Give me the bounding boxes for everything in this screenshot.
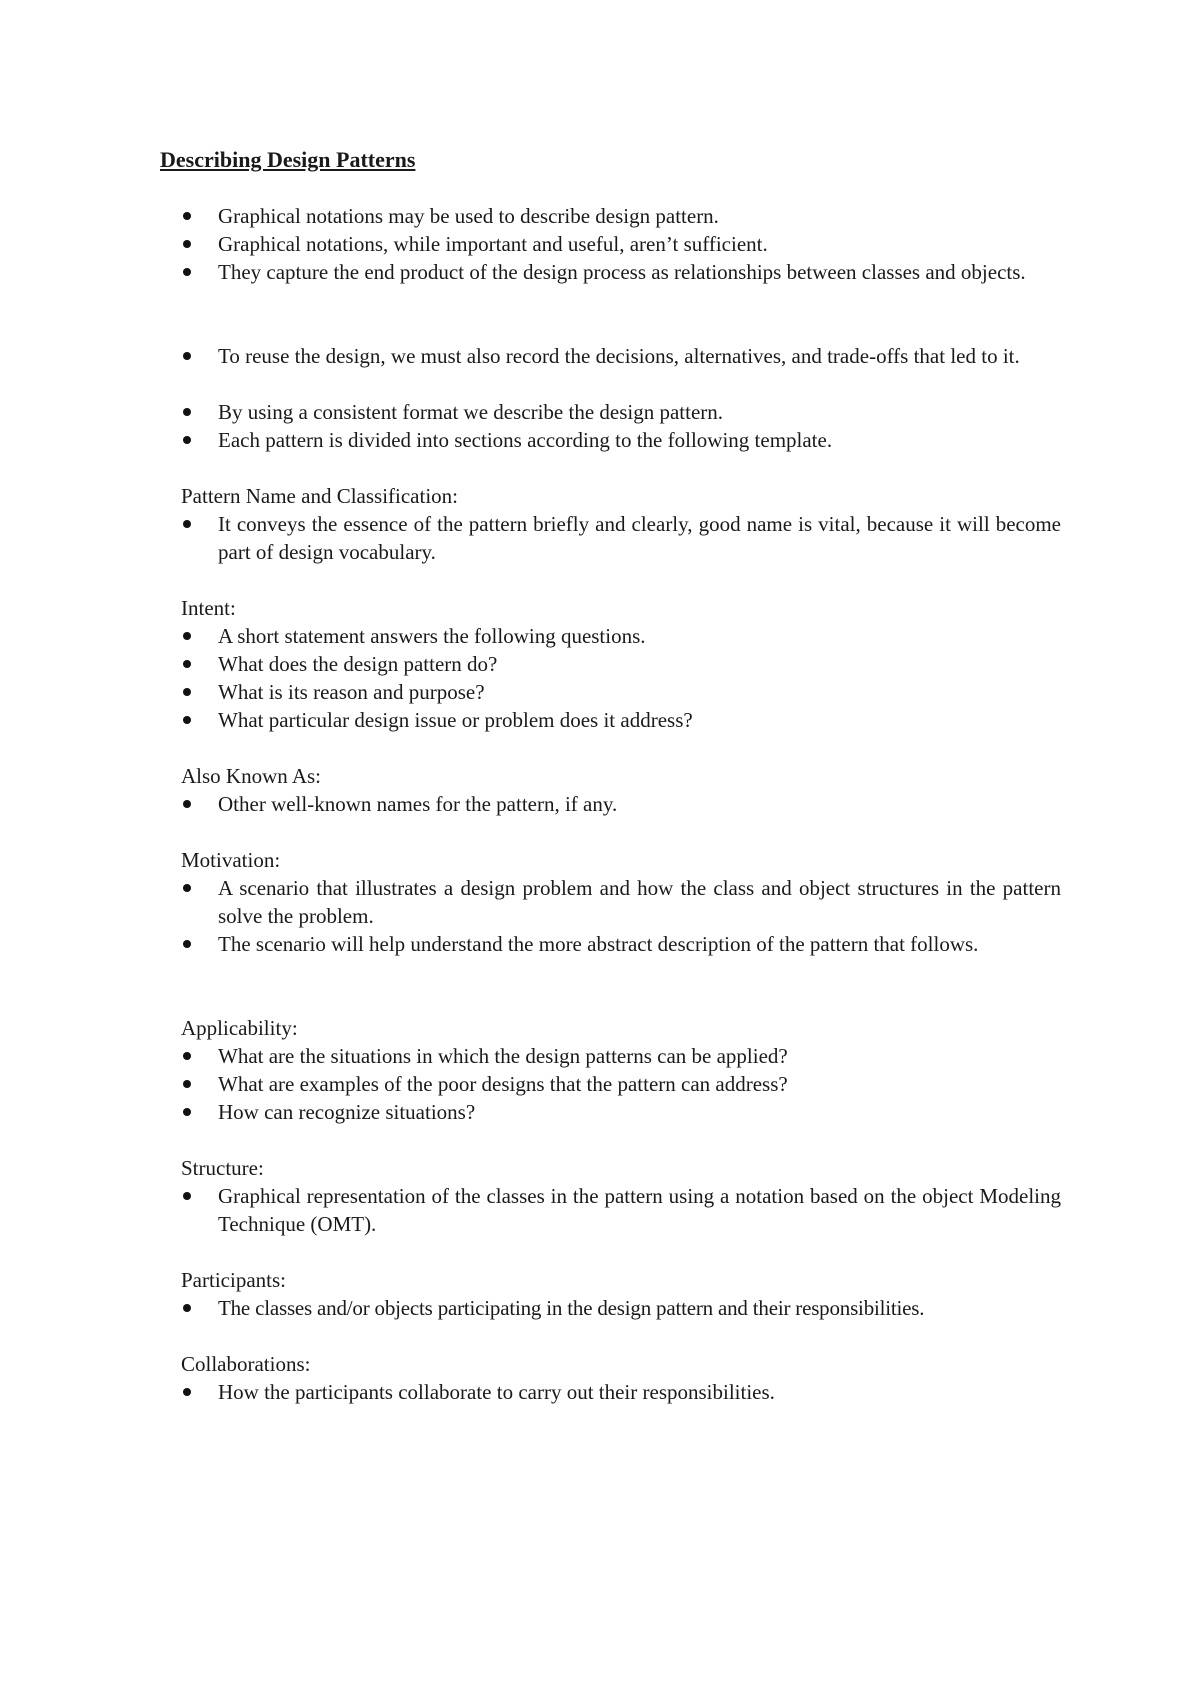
- list-item: [181, 1098, 1061, 1126]
- list-item-text: How the participants collaborate to carry out their responsibilities.: [218, 1380, 775, 1404]
- list-item: [181, 1070, 1061, 1098]
- bullet-icon: [183, 660, 191, 668]
- section-heading: Applicability:: [181, 1016, 298, 1040]
- list-item-text: A short statement answers the following questions.: [218, 624, 646, 648]
- list-item-text: The scenario will help understand the more abstract description of the pattern that follows.: [218, 932, 979, 956]
- list-item-text: The classes and/or objects participating in the design pattern and their responsibilities.: [218, 1296, 925, 1320]
- bullet-icon: [183, 212, 191, 220]
- list-item: [181, 510, 1061, 566]
- bullet-icon: [183, 688, 191, 696]
- list-item-text: What does the design pattern do?: [218, 652, 498, 676]
- list-item: [181, 258, 1061, 286]
- list-item: [181, 398, 1061, 426]
- bullet-icon: [183, 520, 191, 528]
- page-title: Describing Design Patterns: [160, 147, 416, 172]
- list-item-text: What is its reason and purpose?: [218, 680, 485, 704]
- list-item: [181, 706, 1061, 734]
- list-item: [181, 874, 1061, 930]
- list-item-text: How can recognize situations?: [218, 1100, 476, 1124]
- bullet-icon: [183, 716, 191, 724]
- bullet-icon: [183, 1192, 191, 1200]
- list-item: [181, 1042, 1061, 1070]
- list-item-text: It conveys the essence of the pattern briefly and clearly, good name is vital, because it will become part of design vocabulary.: [218, 512, 1061, 564]
- section-heading: Participants:: [181, 1268, 286, 1292]
- bullet-icon: [183, 1080, 191, 1088]
- list-item-text: Each pattern is divided into sections according to the following template.: [218, 428, 833, 452]
- list-item-text: Graphical representation of the classes in the pattern using a notation based on the object Modeling Technique (OMT).: [218, 1184, 1061, 1236]
- section-heading: Motivation:: [181, 848, 281, 872]
- bullet-icon: [183, 408, 191, 416]
- list-item-text: To reuse the design, we must also record the decisions, alternatives, and trade-offs that led to it.: [218, 344, 1020, 368]
- list-item-text: Graphical notations, while important and useful, aren’t sufficient.: [218, 232, 768, 256]
- bullet-icon: [183, 1304, 191, 1312]
- bullet-icon: [183, 884, 191, 892]
- bullet-icon: [183, 940, 191, 948]
- list-item: [181, 678, 1061, 706]
- section-heading: Intent:: [181, 596, 236, 620]
- bullet-icon: [183, 268, 191, 276]
- list-item-text: Other well-known names for the pattern, if any.: [218, 792, 618, 816]
- bullet-icon: [183, 352, 191, 360]
- list-item-text: What are examples of the poor designs that the pattern can address?: [218, 1072, 788, 1096]
- bullet-icon: [183, 240, 191, 248]
- list-item-text: Graphical notations may be used to describe design pattern.: [218, 204, 719, 228]
- list-item-text: What particular design issue or problem does it address?: [218, 708, 693, 732]
- list-item: [181, 202, 1061, 230]
- list-item: [181, 622, 1061, 650]
- bullet-icon: [183, 1052, 191, 1060]
- list-item: [181, 650, 1061, 678]
- list-item: [181, 790, 1061, 818]
- bullet-icon: [183, 800, 191, 808]
- bullet-icon: [183, 1388, 191, 1396]
- list-item-text: A scenario that illustrates a design problem and how the class and object structures in the pattern solve the problem.: [218, 876, 1061, 928]
- section-heading: Structure:: [181, 1156, 264, 1180]
- list-item: [181, 930, 1061, 958]
- bullet-icon: [183, 1108, 191, 1116]
- list-item-text: They capture the end product of the design process as relationships between classes and objects.: [218, 260, 1026, 284]
- list-item: [181, 426, 1061, 454]
- list-item: [181, 1182, 1061, 1238]
- list-item-text: By using a consistent format we describe the design pattern.: [218, 400, 724, 424]
- list-item: [181, 1294, 1061, 1322]
- section-heading: Collaborations:: [181, 1352, 311, 1376]
- list-item: [181, 230, 1061, 258]
- bullet-icon: [183, 632, 191, 640]
- section-heading: Also Known As:: [181, 764, 322, 788]
- list-item: [181, 1378, 1061, 1406]
- section-heading: Pattern Name and Classification:: [181, 484, 459, 508]
- list-item: [181, 342, 1061, 370]
- list-item-text: What are the situations in which the design patterns can be applied?: [218, 1044, 788, 1068]
- bullet-icon: [183, 436, 191, 444]
